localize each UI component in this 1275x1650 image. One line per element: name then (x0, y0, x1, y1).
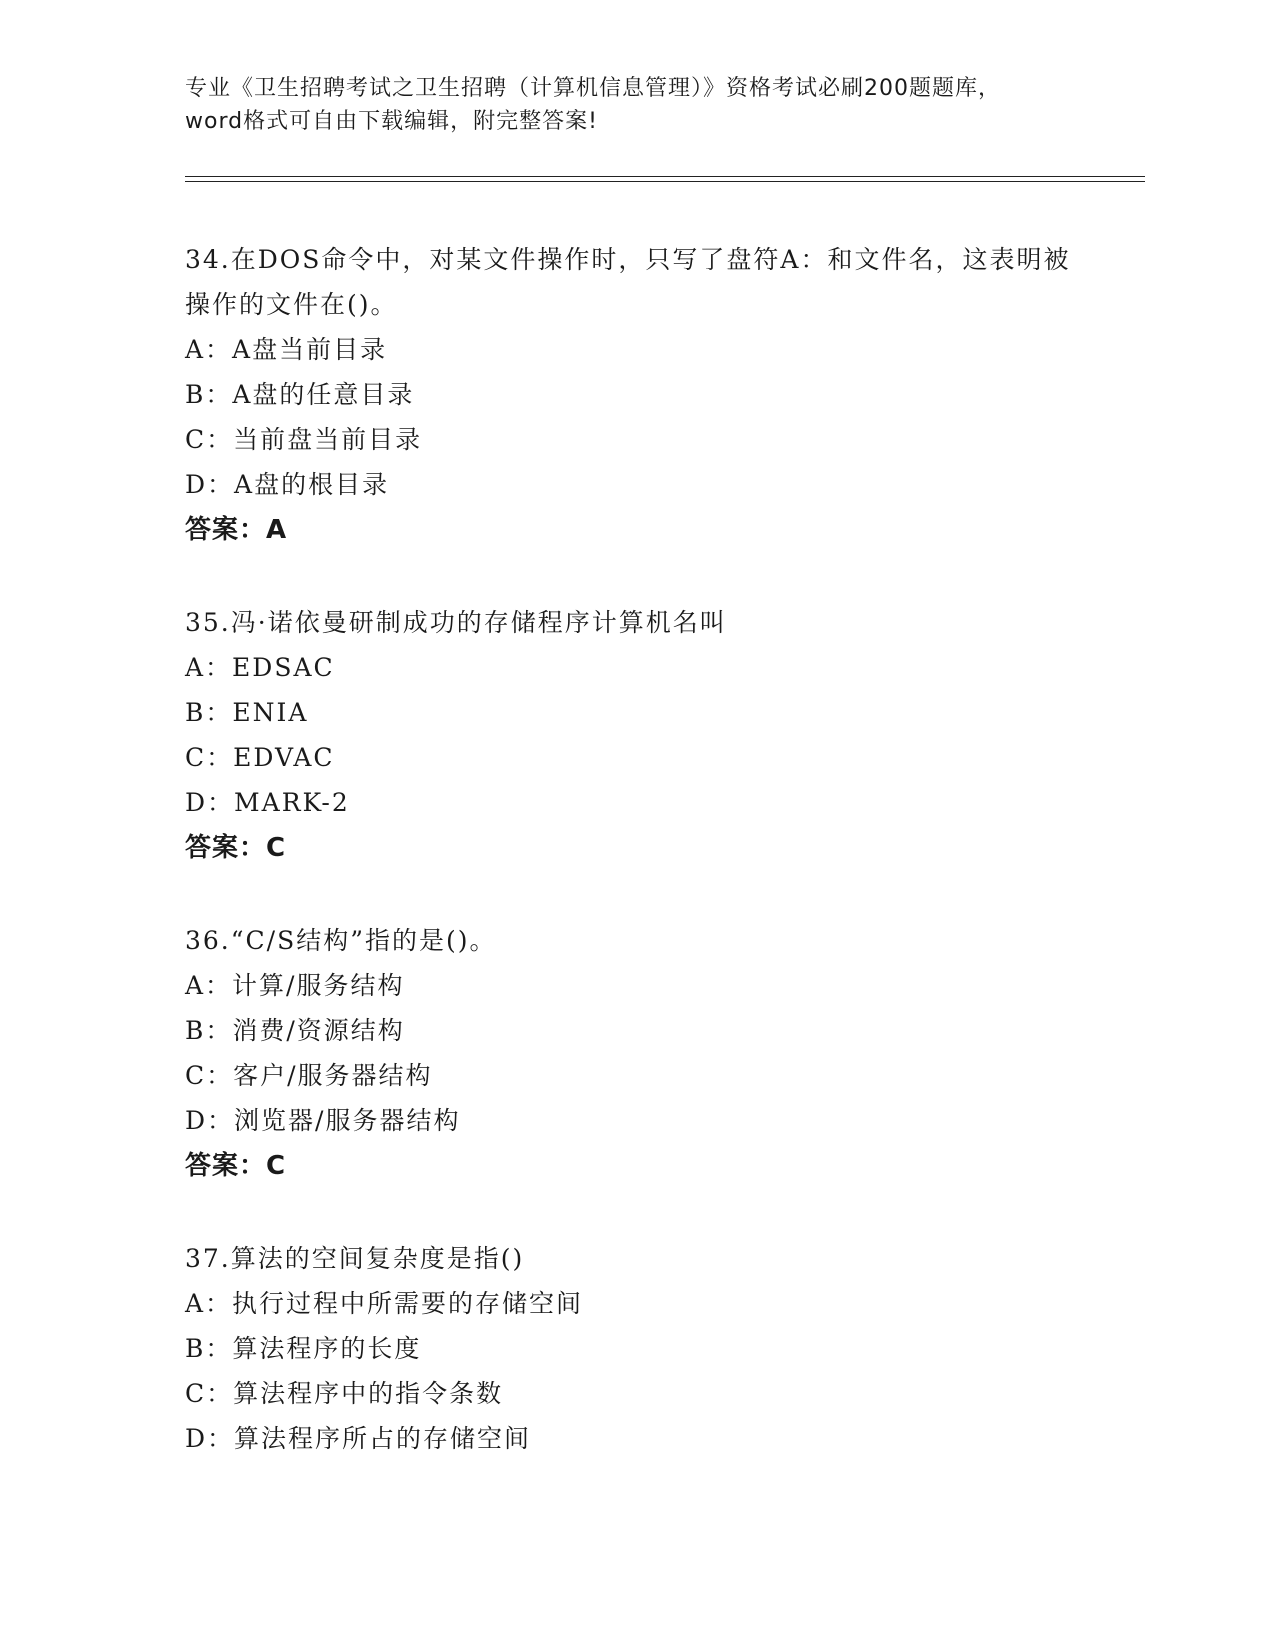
answer: 答案：C (185, 1151, 287, 1181)
option-d: D：MARK-2 (185, 788, 350, 817)
option-d: D：浏览器/服务器结构 (185, 1106, 461, 1135)
option-d: D：算法程序所占的存储空间 (185, 1424, 532, 1453)
question-list (185, 237, 1085, 1508)
option-a: A：A盘当前目录 (185, 335, 388, 364)
header-divider-bottom (185, 181, 1145, 182)
header-line-1: 专业《卫生招聘考试之卫生招聘（计算机信息管理）》资格考试必刷200题题库， (185, 76, 1001, 101)
answer: 答案：C (185, 833, 287, 863)
question-37 (185, 1236, 1085, 1461)
option-c: C：算法程序中的指令条数 (185, 1379, 504, 1408)
option-d: D：A盘的根目录 (185, 470, 390, 499)
option-a: A：执行过程中所需要的存储空间 (185, 1289, 584, 1318)
option-c: C：当前盘当前目录 (185, 425, 423, 454)
option-c: C：EDVAC (185, 743, 335, 772)
question-35 (185, 600, 1085, 871)
header-line-2: word格式可自由下载编辑，附完整答案! (185, 109, 598, 134)
answer: 答案：A (185, 515, 288, 545)
question-stem: 37.算法的空间复杂度是指() (185, 1244, 525, 1273)
question-stem: 34.在DOS命令中，对某文件操作时，只写了盘符A：和文件名，这表明被操作的文件在()。 (185, 245, 1071, 319)
document-header (185, 72, 1085, 138)
option-b: B：消费/资源结构 (185, 1016, 405, 1045)
question-34 (185, 237, 1085, 553)
header-divider-top (185, 176, 1145, 177)
question-stem: 36.“C/S结构”指的是()。 (185, 926, 497, 955)
option-c: C：客户/服务器结构 (185, 1061, 433, 1090)
question-36 (185, 918, 1085, 1189)
option-a: A：EDSAC (185, 653, 335, 682)
option-b: B：A盘的任意目录 (185, 380, 415, 409)
option-a: A：计算/服务结构 (185, 971, 405, 1000)
question-stem: 35.冯·诺依曼研制成功的存储程序计算机名叫 (185, 608, 727, 637)
option-b: B：算法程序的长度 (185, 1334, 422, 1363)
option-b: B：ENIA (185, 698, 309, 727)
